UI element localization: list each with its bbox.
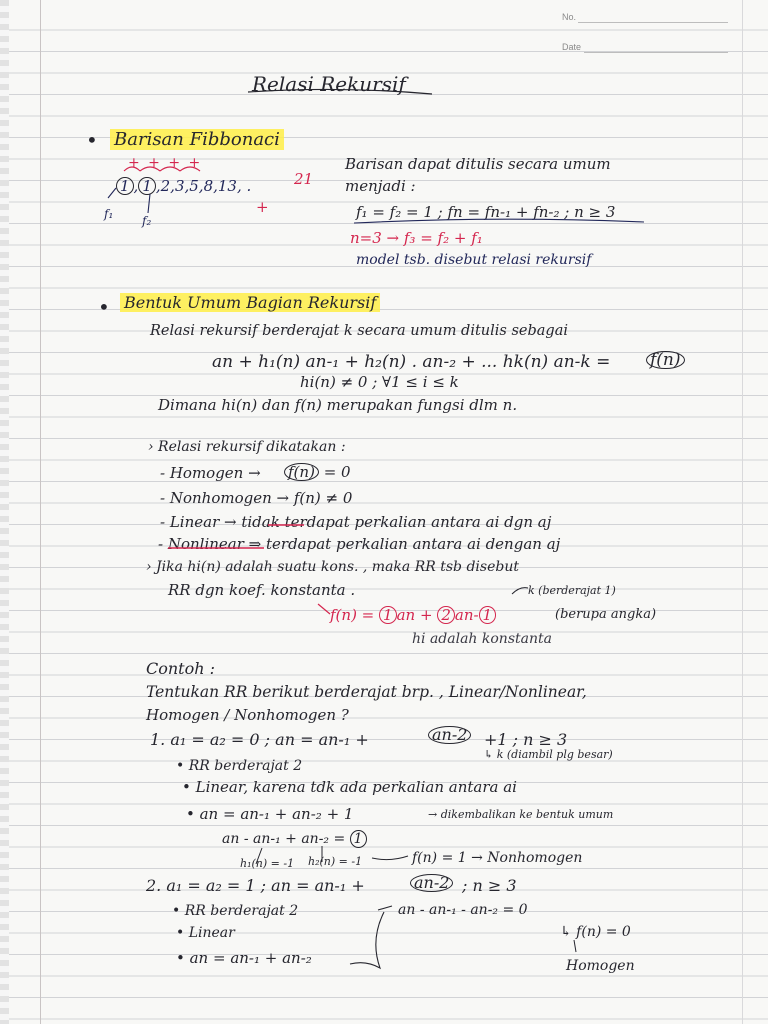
title-underline: [248, 89, 432, 94]
homogen-value: f(n) = 0: [284, 463, 351, 481]
example2-boxed-term: an-2: [410, 874, 453, 892]
no-label: No.: [562, 12, 577, 22]
example1-linear: • Linear, karena tdk ada perkalian antara ai: [182, 778, 517, 796]
fib-desc-line1: Barisan dapat ditulis secara umum: [345, 155, 611, 173]
nonlinear-def: - Nonlinear ⇒ terdapat perkalian antara ai dengan aj: [158, 535, 561, 553]
label-f2: f₂: [142, 214, 152, 228]
example2-linear: • Linear: [176, 925, 235, 941]
example1-general-form: an - an-₁ + an-₂ = 1: [222, 830, 367, 848]
example1-boxed-term: an-2: [428, 726, 471, 744]
example1-degree: • RR berderajat 2: [176, 758, 303, 774]
question-line1: Tentukan RR berikut berderajat brp. , Linear/Nonlinear,: [146, 683, 587, 701]
result-arrow: [574, 940, 576, 952]
example2-degree: • RR berderajat 2: [172, 903, 299, 919]
plus-signs: + + + +: [128, 155, 203, 171]
example1-h2: h₂(n) = -1: [308, 855, 363, 868]
page-title: Relasi Rekursif: [252, 72, 406, 96]
example-arrow: [318, 604, 330, 614]
bullet: •: [86, 128, 98, 152]
constant-example-note: (berupa angka): [555, 607, 657, 622]
question-line2: Homogen / Nonhomogen ?: [146, 706, 349, 724]
example2-f-value: ↳ f(n) = 0: [560, 924, 631, 940]
example2-general-form: an - an-₁ - an-₂ = 0: [398, 902, 528, 918]
general-condition: hi(n) ≠ 0 ; ∀1 ≤ i ≤ k: [300, 373, 459, 391]
example1-rewrite: • an = an-₁ + an-₂ + 1: [186, 805, 354, 823]
next-term-mark: +: [256, 198, 269, 216]
example2-brace: [350, 906, 392, 968]
date-label: Date: [562, 42, 582, 52]
example1-degree-note: ↳ k (diambil plg besar): [484, 748, 613, 761]
jika-line1: › Jika hi(n) adalah suatu kons. , maka RR tsb disebut: [146, 559, 519, 575]
example1-tail: +1 ; n ≥ 3: [484, 730, 568, 749]
nonhomogen-def: - Nonhomogen → f(n) ≠ 0: [160, 489, 353, 507]
example2-tail: ; n ≥ 3: [462, 876, 517, 895]
k-arrow: [512, 588, 528, 594]
fib-conclusion: model tsb. disebut relasi rekursif: [356, 252, 592, 268]
sequence-arcs: [124, 167, 200, 171]
jika-line2: RR dgn koef. konstanta .: [168, 581, 356, 599]
fibonacci-sequence: 1 , 1 ,2,3,5,8,13, .: [116, 177, 251, 195]
hi-constant-note: hi adalah konstanta: [412, 631, 552, 647]
bullet: •: [98, 295, 110, 319]
fib-formula: f₁ = f₂ = 1 ; fn = fn-₁ + fn-₂ ; n ≥ 3: [356, 203, 616, 221]
example1-h1: h₁(n) = -1: [240, 857, 295, 870]
constant-example: f(n) = 1 an + 2 an- 1: [330, 606, 496, 624]
contoh-heading: Contoh :: [146, 659, 216, 678]
general-equation: an + h₁(n) an-₁ + h₂(n) . an-₂ + ... hk(n) an-k =: [212, 352, 611, 372]
example2-result: Homogen: [566, 958, 635, 974]
fib-desc-line2: menjadi :: [345, 177, 416, 195]
example2-rewrite: • an = an-₁ + an-₂: [176, 949, 312, 967]
section-heading-general-form: Bentuk Umum Bagian Rekursif: [120, 294, 380, 312]
classification-intro: › Relasi rekursif dikatakan :: [148, 439, 346, 455]
example1-result: f(n) = 1 → Nonhomogen: [412, 850, 583, 866]
homogen-label: - Homogen →: [160, 464, 261, 482]
linear-def: - Linear → tidak terdapat perkalian antara ai dgn aj: [160, 513, 552, 531]
general-equation-rhs: f(n): [646, 351, 685, 369]
example1-rewrite-note: → dikembalikan ke bentuk umum: [428, 808, 614, 821]
k-note: k (berderajat 1): [528, 584, 616, 597]
sequence-next-term: 21: [294, 170, 314, 188]
section-heading-fibonacci: Barisan Fibbonaci: [110, 128, 284, 152]
example2-recurrence: 2. a₁ = a₂ = 1 ; an = an-₁ +: [146, 876, 365, 895]
general-form-intro: Relasi rekursif berderajat k secara umum ditulis sebagai: [150, 323, 568, 339]
dimana-text: Dimana hi(n) dan f(n) merupakan fungsi dlm n.: [158, 396, 518, 414]
example1-recurrence: 1. a₁ = a₂ = 0 ; an = an-₁ +: [150, 730, 369, 749]
h-pointers: [256, 846, 408, 864]
formula-underline: [354, 219, 644, 223]
label-f1: f₁: [104, 207, 114, 221]
fib-example: n=3 → f₃ = f₂ + f₁: [350, 229, 483, 247]
f-pointers: [108, 188, 150, 213]
